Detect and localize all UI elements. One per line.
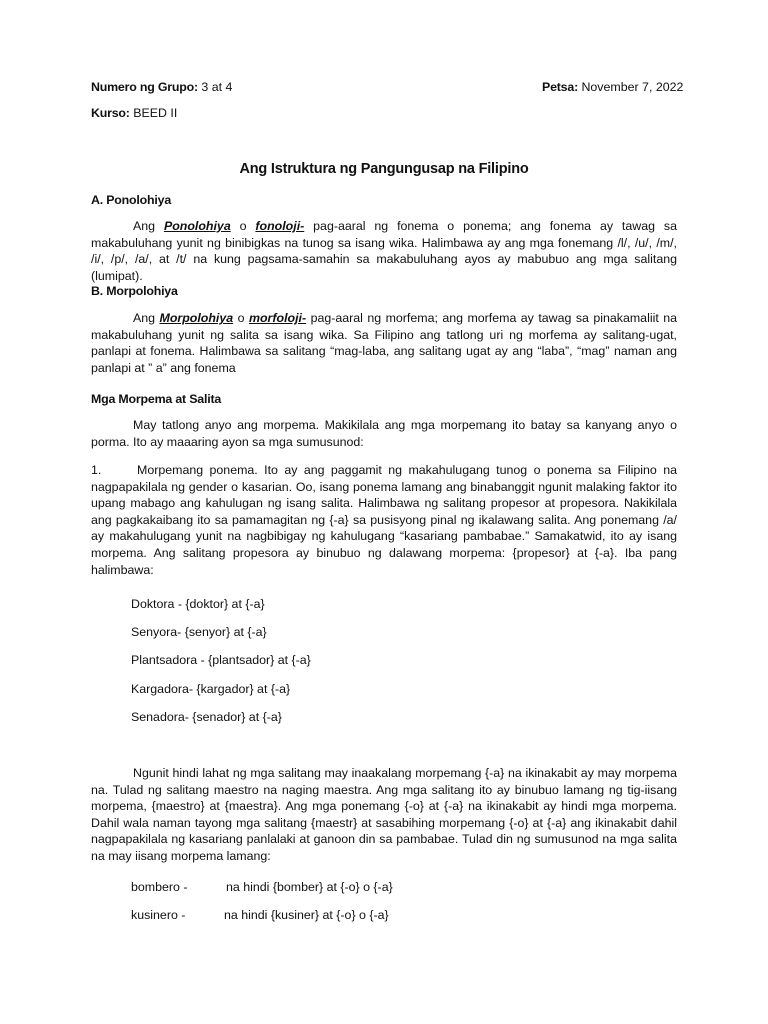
term-ponolohiya: Ponolohiya (163, 219, 231, 233)
term-morfoloji: morfoloji- (248, 311, 307, 325)
date-label: Petsa: (542, 80, 578, 94)
section-b-heading: B. Morpolohiya (91, 284, 178, 298)
list-item-1: 1. Morpemang ponema. Ito ay ang paggamit ng makahulugang tunog o ponema sa Filipino na nagpapakilala ng gender o kasarian. Oo, isang ponema lamang ang binabanggit ngunit malaking faktor ito upang mabago ang kahulugan ng isang salita. Halimbawa ng salitang propesor at propesora. Nakikilala ang pagkakaibang ito sa pamamagitan ng {-a} sa pusisyong pinal ng ikalawang salita. Ang ponemang /a/ ay makahulugang yunit na nagbibigay ng kahulugang “kasariang pambabae.” Samakatwid, ito ay isang morpema. Ang salitang propesora ay binubuo ng dalawang morpema: {propesor} at {-a}. Iba pang halimbawa: (91, 463, 677, 577)
word-item: bombero - na hindi {bomber} at {-o} o {-a} (131, 880, 393, 894)
section-a-paragraph: Ang Ponolohiya o fonoloji- pag-aaral ng fonema o ponema; ang fonema ay tawag sa makabuluhang yunit ng binibigkas na tunog sa isang wika. Halimbawa ay ang mga fonemang /l/, /u/, /m/, /i/, /p/, /a/, at /t/ na kung pagsama-samahin sa makabuluhang ayos ay mabubuo ang mga salitang (lumipat). (91, 219, 677, 283)
term-morpolohiya: Morpolohiya (159, 311, 234, 325)
course-label: Kurso: (91, 106, 130, 120)
document-title: Ang Istruktura ng Pangungusap na Filipino (239, 161, 529, 177)
group-value: 3 at 4 (201, 80, 233, 94)
course-field (91, 105, 177, 121)
section-c-intro: May tatlong anyo ang morpema. Makikilala ang mga morpemang ito batay sa kanyang anyo o porma. Ito ay maaaring ayon sa mga sumusunod: (91, 418, 677, 449)
example-item: Kargadora- {kargador} at {-a} (131, 682, 291, 696)
example-item: Senyora- {senyor} at {-a} (131, 625, 267, 639)
example-item: Senadora- {senador} at {-a} (131, 710, 282, 724)
section-b-paragraph: Ang Morpolohiya o morfoloji- pag-aaral ng morfema; ang morfema ay tawag sa pinakamaliit na makabuluhang yunit ng salita sa isang wika. Sa Filipino ang tatlong uri ng morfema ay salitang-ugat, panlapi at fonema. Halimbawa sa salitang “mag-laba, ang salitang ugat ay ang “laba”, “mag” naman ang panlapi at ” a” ang fonema (91, 311, 677, 375)
closing-paragraph: Ngunit hindi lahat ng mga salitang may inaakalang morpemang {-a} na ikinakabit ay may morpema na. Tulad ng salitang maestro na naging maestra. Ang mga salitang ito ay binubuo lamang ng tig-iisang morpema, {maestro} at {maestra}. Ang mga ponemang {-o} at {-a} na ikinakabit ay hindi mga morpema. Dahil wala naman tayong mga salitang {maestr} at sasabihing morpemang {-o} at {-a} ang ikinakabit dahil nagpapakilala ng kasariang panlalaki at ganoon din sa pambabae. Tulad din ng sumusunod na mga salita na may iisang morpema lamang: (91, 766, 677, 863)
example-item: Plantsadora - {plantsador} at {-a} (131, 653, 311, 667)
group-label: Numero ng Grupo: (91, 80, 198, 94)
word-item: kusinero - na hindi {kusiner} at {-o} o {-a} (131, 908, 389, 922)
section-c-heading: Mga Morpema at Salita (91, 392, 222, 406)
course-value: BEED II (133, 106, 178, 120)
group-field (91, 79, 232, 95)
term-fonoloji: fonoloji- (255, 219, 305, 233)
list-item-number: 1. (91, 463, 102, 477)
example-item: Doktora - {doktor} at {-a} (131, 597, 265, 611)
section-a-heading: A. Ponolohiya (91, 193, 172, 207)
date-value: November 7, 2022 (581, 80, 684, 94)
date-field (542, 79, 683, 95)
